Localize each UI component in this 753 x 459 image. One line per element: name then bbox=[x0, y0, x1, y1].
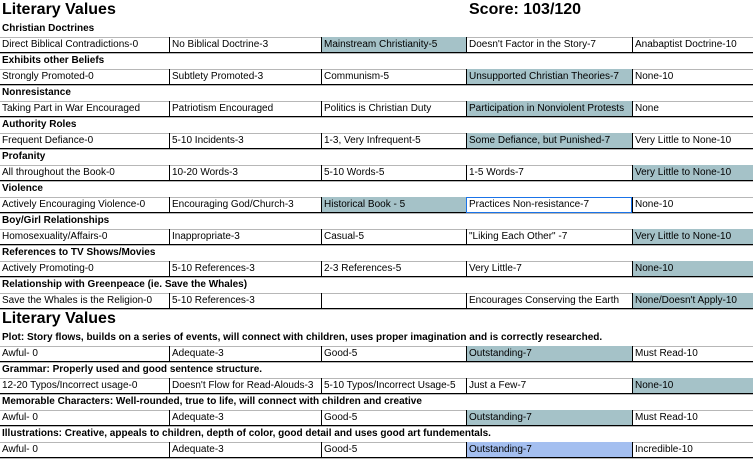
option-row bbox=[0, 101, 753, 118]
option-cell[interactable]: Historical Book - 5 bbox=[321, 197, 466, 213]
option-cell[interactable]: Outstanding-7 bbox=[466, 410, 632, 426]
section-header-label: Nonresistance bbox=[2, 87, 71, 98]
option-cell[interactable]: Actively Promoting-0 bbox=[0, 261, 169, 277]
option-cell[interactable]: Anabaptist Doctrine-10 bbox=[632, 37, 753, 53]
option-cell[interactable]: Very Little-7 bbox=[466, 261, 632, 277]
option-cell[interactable]: Just a Few-7 bbox=[466, 378, 632, 394]
section-header-label: Christian Doctrines bbox=[2, 23, 95, 34]
section-header bbox=[0, 53, 753, 70]
option-cell[interactable]: Adequate-3 bbox=[169, 442, 321, 458]
option-cell[interactable]: None bbox=[632, 101, 753, 117]
section-header-label: Authority Roles bbox=[2, 119, 77, 130]
option-cell[interactable]: None-10 bbox=[632, 261, 753, 277]
option-cell[interactable]: Good-5 bbox=[321, 442, 466, 458]
option-cell[interactable]: Very Little to None-10 bbox=[632, 133, 753, 149]
option-cell[interactable]: Practices Non-resistance-7 bbox=[466, 197, 632, 213]
option-cell[interactable]: 12-20 Typos/Incorrect usage-0 bbox=[0, 378, 169, 394]
option-row bbox=[0, 133, 753, 150]
option-cell[interactable]: Encourages Conserving the Earth bbox=[466, 293, 632, 309]
section-header bbox=[0, 213, 753, 230]
section-header bbox=[0, 21, 753, 38]
option-cell[interactable]: Mainstream Christianity-5 bbox=[321, 37, 466, 53]
option-cell[interactable] bbox=[321, 293, 466, 309]
option-row bbox=[0, 197, 753, 214]
option-row bbox=[0, 293, 753, 310]
option-cell[interactable]: Some Defiance, but Punished-7 bbox=[466, 133, 632, 149]
option-cell[interactable]: 1-5 Words-7 bbox=[466, 165, 632, 181]
section-header bbox=[0, 362, 753, 379]
option-row bbox=[0, 346, 753, 363]
option-cell[interactable]: None/Doesn't Apply-10 bbox=[632, 293, 753, 309]
option-row bbox=[0, 37, 753, 54]
subtitle-row bbox=[0, 309, 753, 329]
option-cell[interactable]: Doesn't Flow for Read-Alouds-3 bbox=[169, 378, 321, 394]
option-row bbox=[0, 229, 753, 246]
section-header-label: References to TV Shows/Movies bbox=[2, 247, 156, 258]
option-cell[interactable]: Must Read-10 bbox=[632, 346, 753, 362]
section-header-label: Grammar: Properly used and good sentence structure. bbox=[2, 364, 263, 375]
option-row bbox=[0, 378, 753, 395]
option-cell[interactable]: All throughout the Book-0 bbox=[0, 165, 169, 181]
option-cell[interactable]: Very Little to None-10 bbox=[632, 229, 753, 245]
option-cell[interactable]: Save the Whales is the Religion-0 bbox=[0, 293, 169, 309]
option-cell[interactable]: "Liking Each Other" -7 bbox=[466, 229, 632, 245]
option-cell[interactable]: No Biblical Doctrine-3 bbox=[169, 37, 321, 53]
option-cell[interactable]: None-10 bbox=[632, 69, 753, 85]
option-cell[interactable]: None-10 bbox=[632, 378, 753, 394]
title-row bbox=[0, 0, 753, 20]
option-row bbox=[0, 165, 753, 182]
section-header-label: Boy/Girl Relationships bbox=[2, 215, 110, 226]
section-header bbox=[0, 277, 753, 294]
option-cell[interactable]: Frequent Defiance-0 bbox=[0, 133, 169, 149]
option-cell[interactable]: Participation in Nonviolent Protests bbox=[466, 101, 632, 117]
option-row bbox=[0, 261, 753, 278]
section-header-label: Exhibits other Beliefs bbox=[2, 55, 105, 66]
option-cell[interactable]: Outstanding-7 bbox=[466, 346, 632, 362]
option-cell[interactable]: Must Read-10 bbox=[632, 410, 753, 426]
option-cell[interactable]: Encouraging God/Church-3 bbox=[169, 197, 321, 213]
section-header bbox=[0, 394, 753, 411]
section-header-label: Illustrations: Creative, appeals to children, depth of color, good detail and uses good art fundementals. bbox=[2, 428, 491, 439]
section-header-label: Violence bbox=[2, 183, 43, 194]
option-cell[interactable]: Awful- 0 bbox=[0, 442, 169, 458]
option-cell[interactable]: Inappropriate-3 bbox=[169, 229, 321, 245]
option-cell[interactable]: Outstanding-7 bbox=[466, 442, 632, 458]
option-cell[interactable]: 5-10 Typos/Incorrect Usage-5 bbox=[321, 378, 466, 394]
option-cell[interactable]: 5-10 Words-5 bbox=[321, 165, 466, 181]
option-cell[interactable]: Communism-5 bbox=[321, 69, 466, 85]
option-row bbox=[0, 442, 753, 459]
section-title: Literary Values bbox=[2, 310, 116, 327]
option-cell[interactable]: Awful- 0 bbox=[0, 346, 169, 362]
section-header-label: Plot: Story flows, builds on a series of events, will connect with children, uses proper imagination and is correctly researched. bbox=[2, 332, 603, 343]
option-cell[interactable]: Doesn't Factor in the Story-7 bbox=[466, 37, 632, 53]
section-header bbox=[0, 245, 753, 262]
option-cell[interactable]: Homosexuality/Affairs-0 bbox=[0, 229, 169, 245]
option-cell[interactable]: Unsupported Christian Theories-7 bbox=[466, 69, 632, 85]
section-header-label: Relationship with Greenpeace (ie. Save the Whales) bbox=[2, 279, 248, 290]
option-cell[interactable]: Adequate-3 bbox=[169, 346, 321, 362]
section-header bbox=[0, 85, 753, 102]
option-cell[interactable]: Patriotism Encouraged bbox=[169, 101, 321, 117]
score-label: Score: 103/120 bbox=[469, 1, 582, 18]
section-header bbox=[0, 117, 753, 134]
option-cell[interactable]: 5-10 Incidents-3 bbox=[169, 133, 321, 149]
option-cell[interactable]: 2-3 References-5 bbox=[321, 261, 466, 277]
option-cell[interactable]: Taking Part in War Encouraged bbox=[0, 101, 169, 117]
option-cell[interactable]: 5-10 References-3 bbox=[169, 293, 321, 309]
option-cell[interactable]: Subtlety Promoted-3 bbox=[169, 69, 321, 85]
section-header bbox=[0, 330, 753, 347]
option-cell[interactable]: Casual-5 bbox=[321, 229, 466, 245]
option-row bbox=[0, 410, 753, 427]
option-cell[interactable]: 10-20 Words-3 bbox=[169, 165, 321, 181]
section-header-label: Profanity bbox=[2, 151, 46, 162]
option-cell[interactable]: Good-5 bbox=[321, 346, 466, 362]
option-cell[interactable]: None-10 bbox=[632, 197, 753, 213]
option-cell[interactable]: Adequate-3 bbox=[169, 410, 321, 426]
option-cell[interactable]: 5-10 References-3 bbox=[169, 261, 321, 277]
option-cell[interactable]: Politics is Christian Duty bbox=[321, 101, 466, 117]
page-title: Literary Values bbox=[2, 1, 116, 18]
section-header bbox=[0, 426, 753, 443]
option-cell[interactable]: Very Little to None-10 bbox=[632, 165, 753, 181]
option-cell[interactable]: Good-5 bbox=[321, 410, 466, 426]
section-header bbox=[0, 149, 753, 166]
option-cell[interactable]: Actively Encouraging Violence-0 bbox=[0, 197, 169, 213]
option-cell[interactable]: 1-3, Very Infrequent-5 bbox=[321, 133, 466, 149]
section-header bbox=[0, 181, 753, 198]
option-cell[interactable]: Awful- 0 bbox=[0, 410, 169, 426]
option-cell[interactable]: Incredible-10 bbox=[632, 442, 753, 458]
option-row bbox=[0, 69, 753, 86]
option-cell[interactable]: Direct Biblical Contradictions-0 bbox=[0, 37, 169, 53]
section-header-label: Memorable Characters: Well-rounded, true to life, will connect with children and creative bbox=[2, 396, 422, 407]
option-cell[interactable]: Strongly Promoted-0 bbox=[0, 69, 169, 85]
